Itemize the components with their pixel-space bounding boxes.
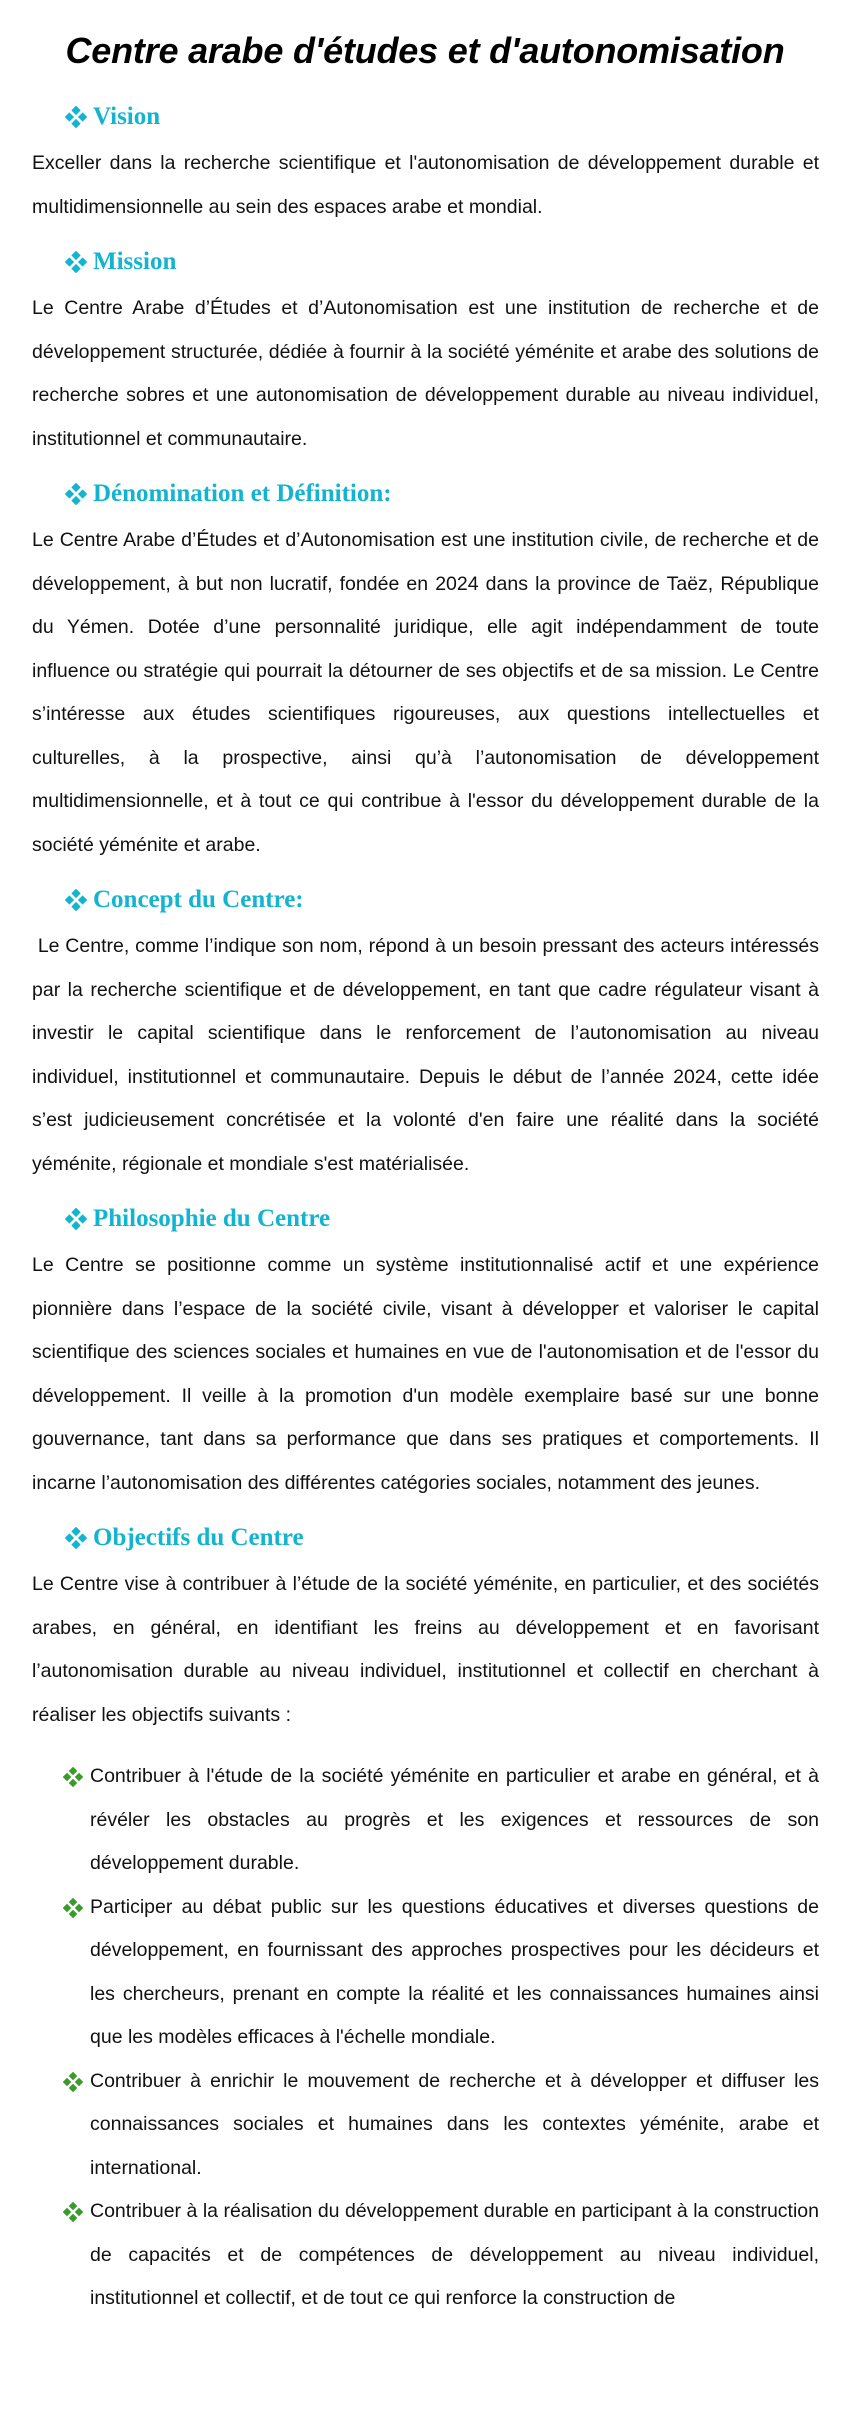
section-heading (65, 1513, 819, 1563)
list-item-text: Participer au débat public sur les questions éducatives et diverses questions de développement, en fournissant des approches prospectives pour les décideurs et les chercheurs, prenant en compte la réalité et les connaissances humaines ainsi que les modèles efficaces à l'échelle mondiale. (90, 1895, 819, 2048)
section-heading-text: Objectifs du Centre (93, 1524, 304, 1551)
section-heading-text: Concept du Centre: (93, 886, 304, 913)
list-item (32, 2060, 819, 2191)
diamond-four-dots-icon (63, 1767, 83, 1787)
section-heading (65, 1194, 819, 1244)
section-mission (32, 237, 819, 461)
diamond-four-dots-icon (65, 1527, 87, 1549)
list-item (32, 1886, 819, 2060)
section-denomination (32, 469, 819, 867)
section-heading (65, 92, 819, 142)
section-heading-text: Vision (93, 103, 161, 130)
section-paragraph: Le Centre, comme l’indique son nom, répond à un besoin pressant des acteurs intéressés par la recherche scientifique et de développement, en tant que cadre régulateur visant à investir le capital scientifique dans le renforcement de l’autonomisation au niveau individuel, institutionnel et communautaire. Depuis le début de l’année 2024, cette idée s’est judicieusement concrétisée et la volonté d'en faire une réalité dans la société yéménite, régionale et mondiale s'est matérialisée. (32, 935, 825, 1175)
section-paragraph: Le Centre se positionne comme un système institutionnalisé actif et une expérience pionnière dans l’espace de la société civile, visant à développer et valoriser le capital scientifique des sciences sociales et humaines en vue de l'autonomisation et de l'essor du développement. Il veille à la promotion d'un modèle exemplaire basé sur une bonne gouvernance, tant dans sa performance que dans ses pratiques et comportements. Il incarne l’autonomisation des différentes catégories sociales, notamment des jeunes. (32, 1254, 819, 1494)
section-paragraph: Le Centre Arabe d’Études et d’Autonomisation est une institution civile, de recherche et de développement, à but non lucratif, fondée en 2024 dans la province de Taëz, République du Yémen. Dotée d’une personnalité juridique, elle agit indépendamment de toute influence ou stratégie qui pourrait la détourner de ses objectifs et de sa mission. Le Centre s’intéresse aux études scientifiques rigoureuses, aux questions intellectuelles et culturelles, à la prospective, ainsi qu’à l’autonomisation de développement multidimensionnelle, et à tout ce qui contribue à l'essor du développement durable de la société yéménite et arabe. (32, 529, 819, 856)
list-item (32, 1755, 819, 1886)
objectives-list (32, 1755, 819, 2321)
section-paragraph: Le Centre vise à contribuer à l’étude de la société yéménite, en particulier, et des sociétés arabes, en général, en identifiant les freins au développement et en favorisant l’autonomisation durable au niveau individuel, institutionnel et collectif en cherchant à réaliser les objectifs suivants : (32, 1573, 819, 1726)
section-heading-text: Dénomination et Définition: (93, 480, 392, 507)
diamond-four-dots-icon (63, 2202, 83, 2222)
section-paragraph: Exceller dans la recherche scientifique et l'autonomisation de développement durable et multidimensionnelle au sein des espaces arabe et mondial. (32, 152, 819, 218)
section-heading (65, 237, 819, 287)
diamond-four-dots-icon (63, 1898, 83, 1918)
section-vision (32, 92, 819, 229)
section-paragraph: Le Centre Arabe d’Études et d’Autonomisation est une institution de recherche et de développement structurée, dédiée à fournir à la société yéménite et arabe des solutions de recherche sobres et une autonomisation de développement durable au niveau individuel, institutionnel et communautaire. (32, 297, 819, 450)
document-body (32, 92, 825, 2321)
diamond-four-dots-icon (65, 483, 87, 505)
list-item-text: Contribuer à l'étude de la société yéménite en particulier et arabe en général, et à révéler les obstacles au progrès et les exigences et ressources de son développement durable. (90, 1765, 819, 1874)
diamond-four-dots-icon (65, 251, 87, 273)
section-heading (65, 469, 819, 519)
page-title: Centre arabe d'études et d'autonomisation (65, 30, 785, 71)
diamond-four-dots-icon (65, 889, 87, 911)
section-objectifs (32, 1513, 819, 2321)
diamond-four-dots-icon (63, 2072, 83, 2092)
diamond-four-dots-icon (65, 106, 87, 128)
section-concept (32, 875, 825, 1186)
section-heading-text: Philosophie du Centre (93, 1205, 331, 1232)
section-heading (65, 875, 819, 925)
section-philosophie (32, 1194, 819, 1505)
list-item (32, 2190, 819, 2321)
diamond-four-dots-icon (65, 1208, 87, 1230)
section-heading-text: Mission (93, 248, 177, 275)
list-item-text: Contribuer à enrichir le mouvement de recherche et à développer et diffuser les connaissances sociales et humaines dans les contextes yéménite, arabe et international. (90, 2069, 819, 2179)
list-item-text: Contribuer à la réalisation du développement durable en participant à la construction de capacités et de compétences de développement au niveau individuel, institutionnel et collectif, et de tout ce qui renforce la construction de (90, 2200, 819, 2309)
